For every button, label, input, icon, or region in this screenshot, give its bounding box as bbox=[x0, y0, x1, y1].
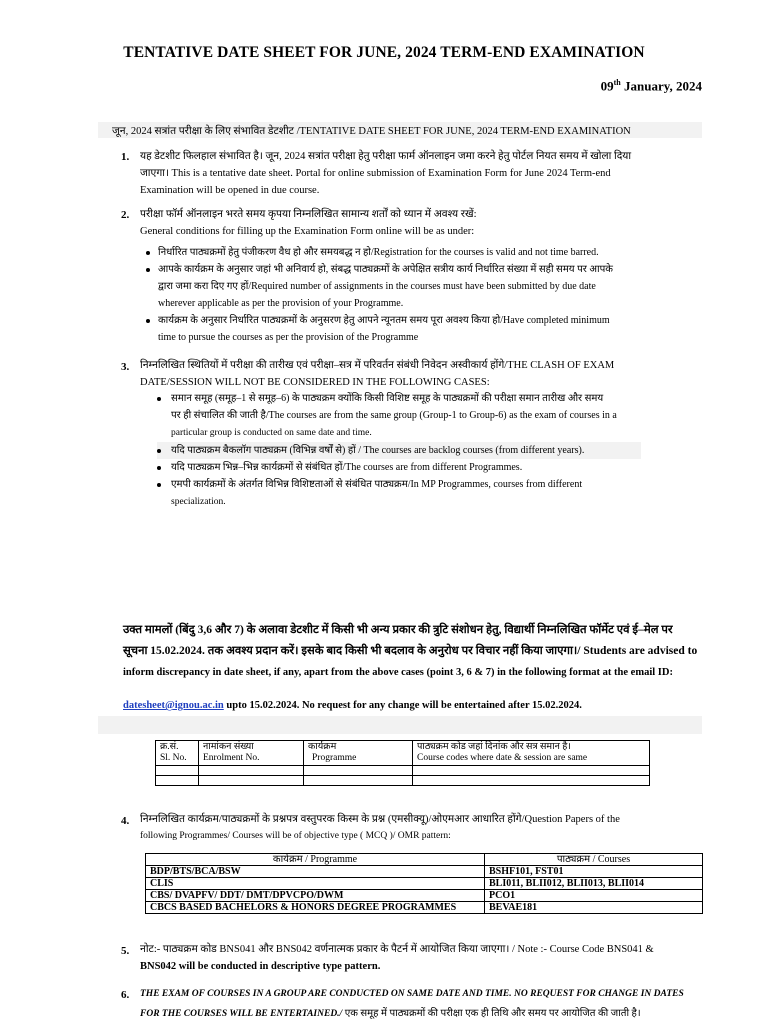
table-cell: PCO1 bbox=[485, 890, 703, 902]
table-cell: CBS/ DVAPFV/ DDT/ DMT/DPVCPO/DWM bbox=[146, 890, 485, 902]
item-1-text bbox=[140, 148, 710, 199]
item-3-bullets bbox=[157, 390, 717, 511]
item-3-number: 3. bbox=[121, 361, 130, 373]
header-english: Course codes where date & session are same bbox=[417, 753, 588, 763]
bullet-text: पर ही संचालित की जाती है/The courses are from the same group (Group-1 to Group-6) as the exam of courses in a bbox=[171, 410, 617, 421]
bullet-text: wherever applicable as per the provision of your Programme. bbox=[158, 298, 404, 309]
table-cell bbox=[156, 776, 199, 786]
table-header-cell bbox=[199, 741, 304, 766]
item-1-line: Examination will be opened in due course. bbox=[140, 185, 320, 196]
item-4-line: following Programmes/ Courses will be of objective type ( MCQ )/ OMR pattern: bbox=[140, 831, 451, 841]
notice-paragraph bbox=[123, 620, 697, 683]
bullet-text: specialization. bbox=[171, 497, 226, 507]
bullet-text: time to pursue the courses as per the provision of the Programme bbox=[158, 332, 419, 343]
table-cell bbox=[413, 766, 650, 776]
item-1-line: जाएगा। This is a tentative date sheet. Portal for online submission of Examination Form for June 2024 Term-end bbox=[140, 168, 611, 179]
section-band bbox=[98, 716, 702, 734]
table-cell: BSHF101, FST01 bbox=[485, 866, 703, 878]
document-date bbox=[601, 78, 702, 94]
item-4-line: निम्नलिखित कार्यक्रम/पाठ्यक्रमों के प्रश्नपत्र वस्तुपरक किस्म के प्रश्न (एमसीक्यू)/ओएमआर आधारित होंगे/Question Papers of the bbox=[140, 814, 620, 825]
header-hindi: कार्यक्रम bbox=[308, 742, 337, 752]
table-cell bbox=[156, 766, 199, 776]
table-header-cell bbox=[156, 741, 199, 766]
band-title: जून, 2024 सत्रांत परीक्षा के लिए संभावित डेटशीट /TENTATIVE DATE SHEET FOR JUNE, 2024 TERM-END EXAMINATION bbox=[112, 126, 631, 137]
document-title: TENTATIVE DATE SHEET FOR JUNE, 2024 TERM-END EXAMINATION bbox=[123, 44, 645, 61]
objective-courses-table bbox=[145, 853, 703, 914]
notice-line: inform discrepancy in date sheet, if any, apart from the above cases (point 3, 6 & 7) in the following format at the email ID: bbox=[123, 667, 673, 678]
header-english: Sl. No. bbox=[160, 753, 187, 763]
table-header-cell bbox=[413, 741, 650, 766]
table-cell: BLI011, BLII012, BLII013, BLII014 bbox=[485, 878, 703, 890]
table-row bbox=[156, 766, 650, 776]
table-row bbox=[146, 890, 703, 902]
list-item bbox=[157, 476, 717, 511]
item-3-text bbox=[140, 357, 614, 391]
bullet-icon bbox=[146, 319, 150, 323]
item-2-text bbox=[140, 206, 477, 240]
item-3-line: निम्नलिखित स्थितियों में परीक्षा की तारीख एवं परीक्षा–सत्र में परिवर्तन संबंधी निवेदन अस्वीकार्य होंगे/THE CLASH OF EXAM bbox=[140, 360, 615, 371]
bullet-text: समान समूह (समूह–1 से समूह–6) के पाठ्यक्रम क्योंकि किसी विशिष्ट समूह के पाठ्यक्रमों की परीक्षा समान तारीख और समय bbox=[171, 393, 604, 404]
bullet-text: particular group is conducted on same date and time. bbox=[171, 428, 372, 438]
list-item bbox=[146, 261, 716, 312]
date-day: 09 bbox=[600, 78, 614, 94]
bullet-text: आपके कार्यक्रम के अनुसार जहां भी अनिवार्य हो, संबद्ध पाठ्यक्रमों के अपेक्षित सत्रीय कार्य निर्धारित संख्या में सही समय पर आपके bbox=[158, 264, 613, 275]
table-cell: BEVAE181 bbox=[485, 902, 703, 914]
list-item bbox=[157, 390, 717, 442]
table-row bbox=[156, 776, 650, 786]
table-cell bbox=[304, 766, 413, 776]
table-header-cell bbox=[304, 741, 413, 766]
bullet-text: एमपी कार्यक्रमों के अंतर्गत विभिन्न विशिष्टताओं से संबंधित पाठ्यक्रम/In MP Programmes, courses from different bbox=[171, 479, 583, 490]
bullet-text: कार्यक्रम के अनुसार निर्धारित पाठ्यक्रमों के अनुसरण हेतु आपने न्यूनतम समय पूरा अवश्य किया हो/Have completed minimum bbox=[158, 315, 610, 326]
item-5-line: नोट:- पाठ्यक्रम कोड BNS041 और BNS042 वर्णनात्मक प्रकार के पैटर्न में आयोजित किया जाएगा। / Note :- Course Code BNS041 & bbox=[140, 944, 654, 955]
bullet-icon bbox=[157, 397, 161, 401]
item-2-line: परीक्षा फॉर्म ऑनलाइन भरते समय कृपया निम्नलिखित सामान्य शर्तों को ध्यान में अवश्य रखें: bbox=[140, 209, 477, 220]
table-header-cell: कार्यक्रम / Programme bbox=[146, 854, 485, 866]
item-1-number: 1. bbox=[121, 151, 130, 163]
date-suffix: th bbox=[613, 78, 621, 87]
item-5-number: 5. bbox=[121, 945, 130, 957]
notice-line: उक्त मामलों (बिंदु 3,6 और 7) के अलावा डेटशीट में किसी भी अन्य प्रकार की त्रुटि संशोधन हेतु, विद्यार्थी निम्नलिखित फॉर्मेट एवं ई–मेल पर bbox=[123, 624, 673, 636]
table-row bbox=[146, 866, 703, 878]
list-item bbox=[146, 312, 716, 346]
item-2-number: 2. bbox=[121, 209, 130, 221]
table-row bbox=[146, 878, 703, 890]
notice-email-line bbox=[123, 700, 582, 711]
item-5-text bbox=[140, 941, 654, 975]
header-hindi: नामांकन संख्या bbox=[203, 742, 254, 752]
table-header-cell: पाठ्यक्रम / Courses bbox=[485, 854, 703, 866]
item-6-english: FOR THE COURSES WILL BE ENTERTAINED./ bbox=[140, 1009, 343, 1019]
table-cell bbox=[304, 776, 413, 786]
header-hindi: क्र.सं. bbox=[160, 742, 179, 752]
table-cell bbox=[413, 776, 650, 786]
item-2-bullets bbox=[146, 244, 716, 346]
item-4-number: 4. bbox=[121, 815, 130, 827]
bullet-text: यदि पाठ्यक्रम भिन्न–भिन्न कार्यक्रमों से संबंधित हों/The courses are from different Programmes. bbox=[171, 462, 523, 473]
table-header-row bbox=[156, 741, 650, 766]
table-cell bbox=[199, 776, 304, 786]
table-row bbox=[146, 902, 703, 914]
date-rest: January, 2024 bbox=[620, 78, 702, 94]
item-1-line: यह डेटशीट फिलहाल संभावित है। जून, 2024 सत्रांत परीक्षा हेतु परीक्षा फार्म ऑनलाइन जमा करने हेतु पोर्टल नियत समय में खोला दिया bbox=[140, 151, 632, 162]
list-item bbox=[146, 244, 716, 261]
table-cell: CBCS BASED BACHELORS & HONORS DEGREE PROGRAMMES bbox=[146, 902, 485, 914]
bullet-icon bbox=[157, 483, 161, 487]
notice-deadline: upto 15.02.2024. No request for any change will be entertained after 15.02.2024. bbox=[223, 700, 582, 711]
item-4-text bbox=[140, 811, 620, 845]
item-6-line bbox=[140, 1004, 684, 1024]
discrepancy-format-table bbox=[155, 740, 650, 786]
table-cell: BDP/BTS/BCA/BSW bbox=[146, 866, 485, 878]
table-header-row bbox=[146, 854, 703, 866]
bullet-icon bbox=[146, 268, 150, 272]
item-6-number: 6. bbox=[121, 989, 130, 1001]
bullet-text: द्वारा जमा करा दिए गए हों/Required number of assignments in the courses must have been submitted by due date bbox=[158, 281, 596, 292]
list-item bbox=[157, 442, 641, 459]
notice-line: सूचना 15.02.2024. तक अवश्य प्रदान करें। इसके बाद किसी भी बदलाव के अनुरोध पर विचार नहीं किया जाएगा।/ Students are advised to bbox=[123, 645, 698, 657]
header-english: Enrolment No. bbox=[203, 753, 260, 763]
header-english: Programme bbox=[312, 753, 357, 763]
item-6-line: THE EXAM OF COURSES IN A GROUP ARE CONDUCTED ON SAME DATE AND TIME. NO REQUEST FOR CHANGE IN DATES bbox=[140, 989, 684, 999]
list-item bbox=[157, 459, 717, 476]
table-cell: CLIS bbox=[146, 878, 485, 890]
item-6-hindi: एक समूह में पाठ्यक्रमों की परीक्षा एक ही तिथि और समय पर आयोजित की जाती है। bbox=[342, 1008, 641, 1019]
bullet-icon bbox=[157, 449, 161, 453]
bullet-icon bbox=[157, 466, 161, 470]
header-hindi: पाठ्यक्रम कोड जहां दिनांक और सत्र समान है। bbox=[417, 742, 571, 752]
item-2-line: General conditions for filling up the Examination Form online will be as under: bbox=[140, 226, 475, 237]
bullet-text: निर्धारित पाठ्यक्रमों हेतु पंजीकरण वैध हो और समयबद्ध न हो/Registration for the courses is valid and not time barred. bbox=[158, 247, 599, 258]
bullet-text: यदि पाठ्यक्रम बैकलॉग पाठ्यक्रम (विभिन्न वर्षों से) हों / The courses are backlog courses (from different years). bbox=[171, 445, 585, 456]
item-5-line: BNS042 will be conducted in descriptive type pattern. bbox=[140, 961, 381, 972]
email-link[interactable]: datesheet@ignou.ac.in bbox=[123, 700, 224, 711]
item-3-line: DATE/SESSION WILL NOT BE CONSIDERED IN THE FOLLOWING CASES: bbox=[140, 377, 490, 388]
bullet-icon bbox=[146, 251, 150, 255]
table-cell bbox=[199, 766, 304, 776]
item-6-text bbox=[140, 985, 684, 1024]
